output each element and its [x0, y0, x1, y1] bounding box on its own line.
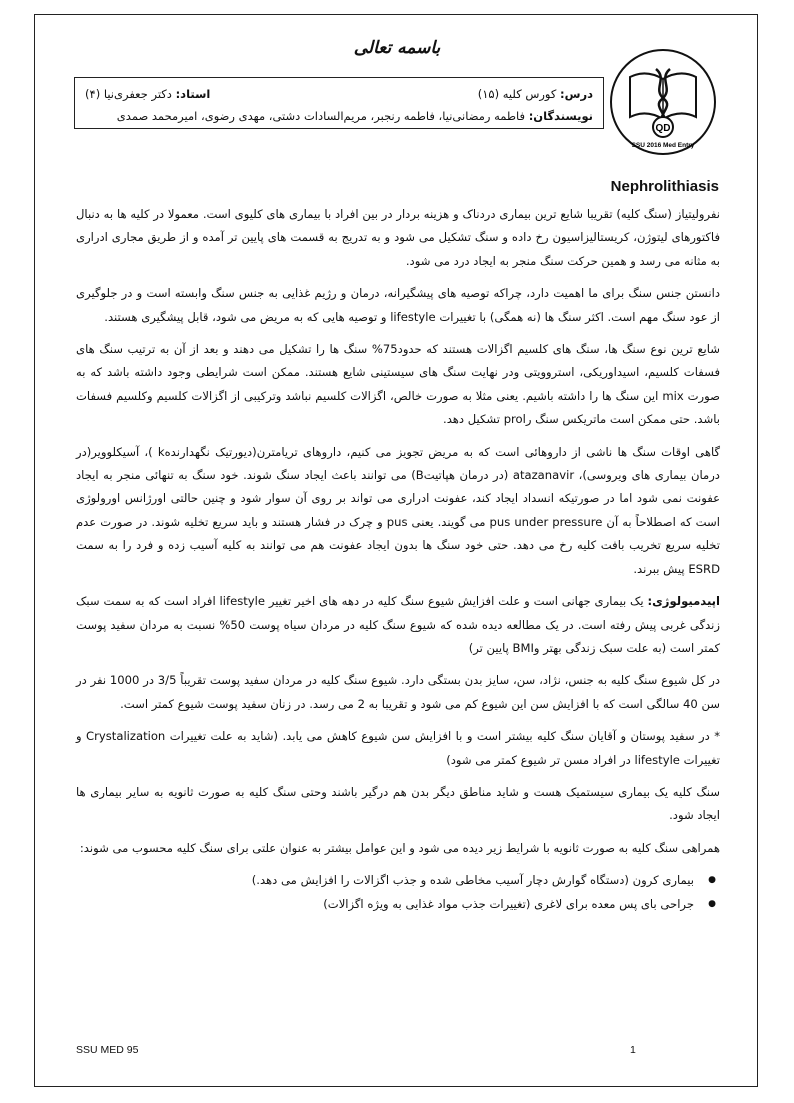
authors-label: نویسندگان:: [528, 109, 593, 123]
course-field: [478, 87, 593, 101]
bismillah-heading: باسمه تعالی: [353, 38, 441, 58]
paragraph-note: * در سفید پوستان و آقایان سنگ کلیه بیشتر است و با افزایش سن شیوع کاهش می یابد. (شاید به علت تغییرات Crystalization و تغییرات lifestyle در افراد مسن تر شیوع کمتر می شود): [76, 729, 720, 767]
teacher-value: دکتر جعفری‌نیا (۴): [85, 87, 172, 101]
logo-caption: SSU 2016 Med Entry: [631, 142, 695, 149]
paragraph-epidemiology: [76, 590, 720, 660]
secondary-causes-list: [76, 869, 720, 916]
paragraph-prevalence: در کل شیوع سنگ کلیه به جنس، نژاد، سن، سایز بدن بستگی دارد. شیوع سنگ کلیه در مردان سفید پوست تقریباً 3/5 در 1000 نفر در سن 40 سالگی است که با افزایش سن این شیوع کم می شود و تقریبا به 2 می رسد. در زنان سفید پوست شیوع کمتر است.: [76, 673, 720, 711]
page-number: 1: [630, 1044, 636, 1056]
footer-label: SSU MED 95: [76, 1044, 139, 1056]
authors-field: [117, 109, 593, 123]
document-title: Nephrolithiasis: [610, 178, 719, 195]
authors-row: [85, 105, 593, 127]
course-value: کورس کلیه (۱۵): [477, 87, 557, 101]
course-row: [85, 83, 593, 105]
course-info-box: [74, 77, 604, 129]
main-content: [76, 203, 720, 916]
teacher-label: استاد:: [175, 87, 211, 101]
epidemiology-text: یک بیماری جهانی است و علت افزایش شیوع سنگ کلیه در دهه های اخیر تغییر lifestyle افراد است که به سمت سبک زندگی غربی پیش رفته است. در یک مطالعه دیده شده که شیوع سنگ کلیه در مردان سیاه پوست 50% نسبت به مردان سفید پوست کمتر است (به علت سبک زندگی بهتر وBMI پایین تر): [76, 594, 721, 655]
teacher-field: [85, 87, 210, 101]
paragraph-systemic: سنگ کلیه یک بیماری سیستمیک هست و شاید مناطق دیگر بدن هم درگیر باشند وحتی سنگ کلیه به صورت ثانویه به سایر بیماری ها ایجاد شود.: [76, 784, 720, 823]
epidemiology-label: اپیدمیولوژی:: [647, 594, 721, 609]
paragraph-intro: نفرولیتیاز (سنگ کلیه) تقریبا شایع ترین بیماری دردناک و هزینه بردار در بین افراد با بیماری های کلیوی است. معمولا در کلیه ها به دنبال فاکتورهای لیتوژن، کریستالیزاسیون رخ داده و سنگ تشکیل می شود و به تدریج به قسمت های پایین تر آمده و از طریق مجاری ادراری به مثانه می رسد و همین حرکت سنگ منجر به ایجاد درد می شود.: [76, 207, 720, 268]
university-logo: [608, 47, 718, 157]
paragraph-common-stones: شایع ترین نوع سنگ ها، سنگ های کلسیم اگزالات هستند که حدود75% سنگ ها را تشکیل می دهند و بعد از آن به ترتیب سنگ های فسفات کلسیم، اسیداوریکی، استروویتی ودر نهایت سنگ های سیستینی شایع هستند. ممکن است شرایطی وجود داشته باشد که به صورت mix این سنگ ها را داشته باشیم. یعنی مثلا به صورت خالص، اگزالات کلسیم نباشد وترکیبی از اگزالات کلسیم وکلسیم فسفات باشد. حتی ممکن است ماتریکس سنگ راpro تشکیل دهد.: [76, 342, 720, 427]
logo-initials: QD: [655, 123, 671, 134]
paragraph-secondary: همراهی سنگ کلیه به صورت ثانویه با شرایط زیر دیده می شود و این عوامل بیشتر به عنوان علتی برای سنگ کلیه محسوب می شوند:: [79, 840, 720, 855]
list-item: ● جراحی بای پس معده برای لاغری (تغییرات جذب مواد غذایی به ویژه اگزالات): [76, 893, 694, 916]
list-item: ● بیماری کرون (دستگاه گوارش دچار آسیب مخاطی شده و جذب اگزالات را افزایش می دهد.): [76, 869, 694, 892]
paragraph-stone-type: دانستن جنس سنگ برای ما اهمیت دارد، چراکه توصیه های پیشگیرانه، درمان و رژیم غذایی به جنس سنگ وابسته است و در جلوگیری از عود سنگ مهم است. اکثر سنگ ها (نه همگی) با تغییرات lifestyle و توصیه هایی که به مریض می شود، قابل پیشگیری هستند.: [76, 286, 720, 324]
authors-value: فاطمه رمضانی‌نیا، فاطمه رنجبر، مریم‌السادات دشتی، مهدی رضوی، امیرمحمد صمدی: [116, 109, 526, 123]
paragraph-drug-stones: گاهی اوقات سنگ ها ناشی از داروهائی است که به مریض تجویز می کنیم، داروهای تریامترن(دیورتیک نگهدارندهk )، آسیکلوویر(در درمان بیماری های ویروسی)، atazanavir (در درمان هپاتیتB) می توانند باعث ایجاد سنگ شوند. خود سنگ به تنهائی منجر به ایجاد عفونت نمی شود اما در صورتیکه انسداد ایجاد کند، عفونت ادراری می تواند بر روی آن سوار شود و چنین حالتی اورژانس اورولوژی است که اصطلاحاً به آن pus under pressure می گویند. یعنی pus و چرک در فشار هستند و باید سریع تخلیه شوند. در صورت عدم تخلیه سریع تخریب بافت کلیه رخ می دهد. حتی خود سنگ ها بدون ایجاد عفونت هم می توانند به کلیه آسیب زده و فرد را به سمت ESRD پیش ببرند.: [76, 444, 720, 576]
course-label: درس:: [560, 87, 593, 101]
